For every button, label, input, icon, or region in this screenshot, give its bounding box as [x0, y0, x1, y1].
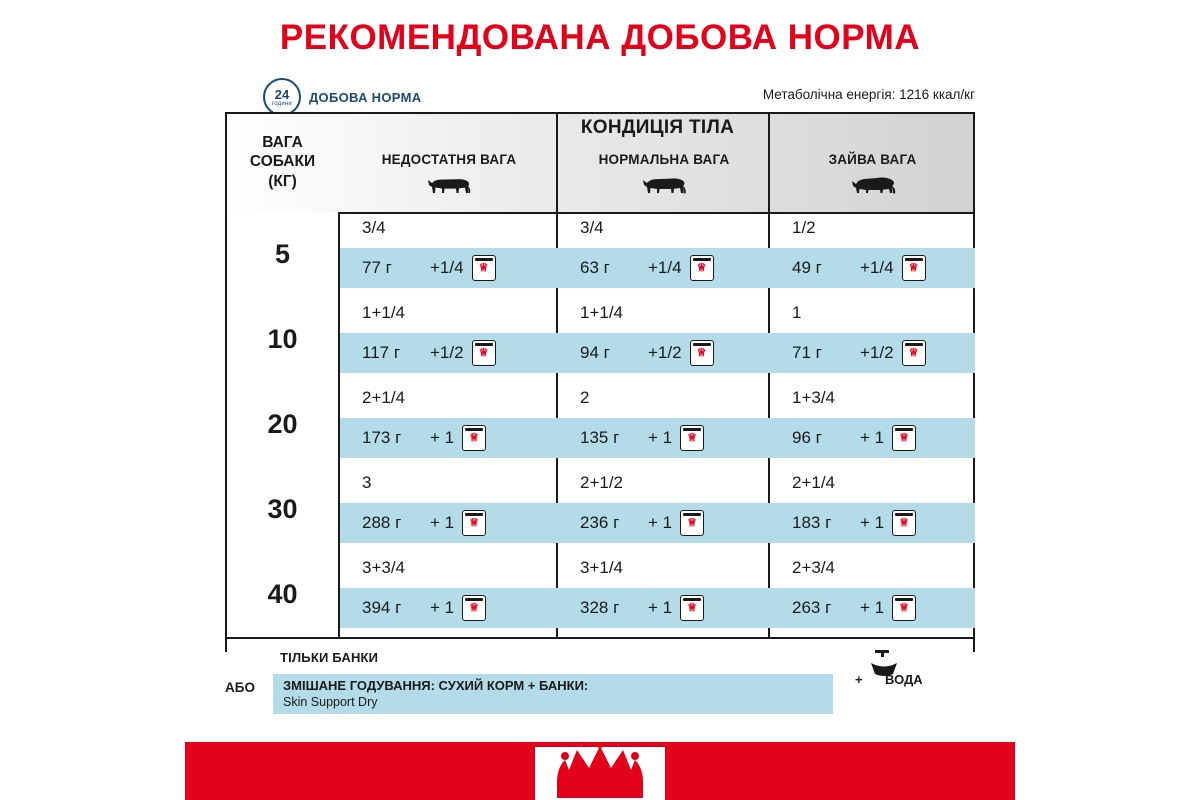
column-header-normal	[558, 150, 770, 212]
grams-band	[770, 418, 975, 458]
can-fraction: +1/2	[648, 343, 682, 362]
column-label-normal: НОРМАЛЬНА ВАГА	[598, 152, 730, 167]
column-label-overweight: ЗАЙВА ВАГА	[828, 152, 917, 167]
grams-band	[340, 588, 558, 628]
can-icon: ♕	[462, 510, 486, 536]
grams-value: 236 г	[580, 513, 620, 532]
can-fraction: +1/4	[648, 258, 682, 277]
or-label: АБО	[225, 680, 255, 695]
cups-value: 2+1/4	[362, 388, 406, 407]
table-row	[225, 467, 975, 552]
grams-value: 173 г	[362, 428, 402, 447]
can-icon: ♕	[902, 340, 926, 366]
weight-header-line-1: ВАГА	[262, 133, 303, 151]
grams-value: 394 г	[362, 598, 402, 617]
cell-normal	[558, 297, 770, 382]
can-fraction: + 1	[860, 598, 885, 617]
weight-header-line-3: (КГ)	[268, 172, 297, 190]
cups-value: 3+3/4	[362, 558, 406, 577]
can-fraction: + 1	[648, 428, 673, 447]
cups-value: 3+1/4	[580, 558, 624, 577]
grams-value: 135 г	[580, 428, 620, 447]
badge-label: ДОБОВА НОРМА	[309, 89, 422, 105]
column-header-overweight	[770, 150, 975, 212]
badge-unit: години	[272, 100, 292, 107]
grams-value: 328 г	[580, 598, 620, 617]
grams-value: 96 г	[792, 428, 822, 447]
grams-band	[770, 248, 975, 288]
grid-hline-top	[225, 112, 975, 114]
weight-column-header	[225, 112, 340, 212]
cell-normal	[558, 212, 770, 297]
cups-value: 3/4	[362, 218, 386, 237]
row-weight: 40	[267, 579, 298, 609]
grams-band	[770, 333, 975, 373]
grams-band	[770, 503, 975, 543]
cell-underweight	[340, 467, 558, 552]
can-fraction: + 1	[648, 513, 673, 532]
grams-band	[558, 503, 770, 543]
grams-value: 49 г	[792, 258, 822, 277]
can-fraction: + 1	[430, 598, 455, 617]
can-fraction: +1/4	[860, 258, 894, 277]
grams-band	[340, 248, 558, 288]
grams-value: 288 г	[362, 513, 402, 532]
cell-overweight	[770, 382, 975, 467]
can-fraction: +1/4	[430, 258, 464, 277]
mixed-feeding-product: Skin Support Dry	[283, 695, 378, 709]
can-icon: ♕	[690, 340, 714, 366]
can-fraction: +1/2	[430, 343, 464, 362]
only-cans-label: ТІЛЬКИ БАНКИ	[280, 650, 379, 665]
grams-value: 71 г	[792, 343, 822, 362]
grams-value: 94 г	[580, 343, 610, 362]
mixed-feeding-band	[273, 674, 833, 714]
can-icon: ♕	[680, 595, 704, 621]
brand-bar-left	[185, 747, 535, 800]
grams-band	[340, 333, 558, 373]
daily-ration-badge	[263, 78, 421, 116]
cell-normal	[558, 382, 770, 467]
cups-value: 3	[362, 473, 372, 492]
can-icon: ♕	[690, 255, 714, 281]
row-weight: 10	[267, 324, 298, 354]
table-row	[225, 382, 975, 467]
can-fraction: + 1	[648, 598, 673, 617]
water-plus: +	[855, 672, 863, 687]
dog-overweight-icon	[850, 175, 896, 200]
cups-value: 2+1/4	[792, 473, 836, 492]
brand-bar-right	[665, 747, 1015, 800]
cups-value: 1+3/4	[792, 388, 836, 407]
cups-value: 3/4	[580, 218, 604, 237]
feeding-mode-footer	[225, 652, 975, 714]
grams-value: 263 г	[792, 598, 832, 617]
table-row	[225, 552, 975, 637]
can-icon: ♕	[472, 255, 496, 281]
cell-normal	[558, 467, 770, 552]
cups-value: 1+1/4	[362, 303, 406, 322]
can-icon: ♕	[462, 425, 486, 451]
can-icon: ♕	[902, 255, 926, 281]
cups-value: 1	[792, 303, 802, 322]
row-weight: 20	[267, 409, 298, 439]
cell-overweight	[770, 212, 975, 297]
grams-band	[558, 588, 770, 628]
royal-canin-crown-logo	[535, 740, 665, 800]
can-fraction: + 1	[430, 428, 455, 447]
grams-band	[558, 418, 770, 458]
grams-band	[558, 333, 770, 373]
cell-overweight	[770, 552, 975, 637]
can-fraction: + 1	[430, 513, 455, 532]
ration-table	[225, 112, 975, 652]
grams-band	[558, 248, 770, 288]
table-header	[225, 112, 975, 212]
dog-thin-icon	[426, 175, 472, 200]
cell-underweight	[340, 382, 558, 467]
table-body	[225, 212, 975, 637]
grams-value: 63 г	[580, 258, 610, 277]
can-fraction: + 1	[860, 513, 885, 532]
condition-columns	[340, 150, 975, 212]
column-label-underweight: НЕДОСТАТНЯ ВАГА	[381, 152, 517, 167]
sub-header-row	[225, 78, 975, 110]
table-row	[225, 297, 975, 382]
brand-bar	[0, 742, 1200, 800]
cups-value: 2+3/4	[792, 558, 836, 577]
badge-number: 24	[274, 86, 290, 102]
can-icon: ♕	[462, 595, 486, 621]
page-title: РЕКОМЕНДОВАНА ДОБОВА НОРМА	[279, 18, 921, 57]
cell-normal	[558, 552, 770, 637]
row-weight: 30	[267, 494, 298, 524]
cups-value: 1/2	[792, 218, 816, 237]
column-header-underweight	[340, 150, 558, 212]
cell-underweight	[340, 212, 558, 297]
can-icon: ♕	[892, 595, 916, 621]
dog-normal-icon	[641, 175, 687, 200]
grams-band	[770, 588, 975, 628]
grams-band	[340, 503, 558, 543]
cell-underweight	[340, 297, 558, 382]
water-note	[845, 648, 975, 696]
can-icon: ♕	[892, 425, 916, 451]
can-fraction: + 1	[860, 428, 885, 447]
grid-hline-bottom	[225, 637, 975, 639]
table-row	[225, 212, 975, 297]
can-icon: ♕	[680, 425, 704, 451]
grams-value: 117 г	[362, 343, 401, 362]
cups-value: 2	[580, 388, 590, 407]
clock-24h-icon	[263, 78, 301, 116]
can-icon: ♕	[892, 510, 916, 536]
can-fraction: +1/2	[860, 343, 894, 362]
cell-overweight	[770, 297, 975, 382]
grams-band	[340, 418, 558, 458]
grams-value: 183 г	[792, 513, 832, 532]
cups-value: 1+1/4	[580, 303, 624, 322]
weight-header-line-2: СОБАКИ	[249, 153, 316, 171]
water-label: ВОДА	[885, 672, 923, 687]
row-weight: 5	[274, 239, 291, 269]
grams-value: 77 г	[362, 258, 392, 277]
cell-overweight	[770, 467, 975, 552]
condition-header: КОНДИЦІЯ ТІЛА	[580, 117, 735, 138]
cell-underweight	[340, 552, 558, 637]
mixed-feeding-title: ЗМІШАНЕ ГОДУВАННЯ: СУХИЙ КОРМ + БАНКИ:	[283, 678, 589, 693]
cups-value: 2+1/2	[580, 473, 624, 492]
metabolic-energy-text: Метаболічна енергія: 1216 ккал/кг	[762, 87, 975, 102]
can-icon: ♕	[472, 340, 496, 366]
can-icon: ♕	[680, 510, 704, 536]
